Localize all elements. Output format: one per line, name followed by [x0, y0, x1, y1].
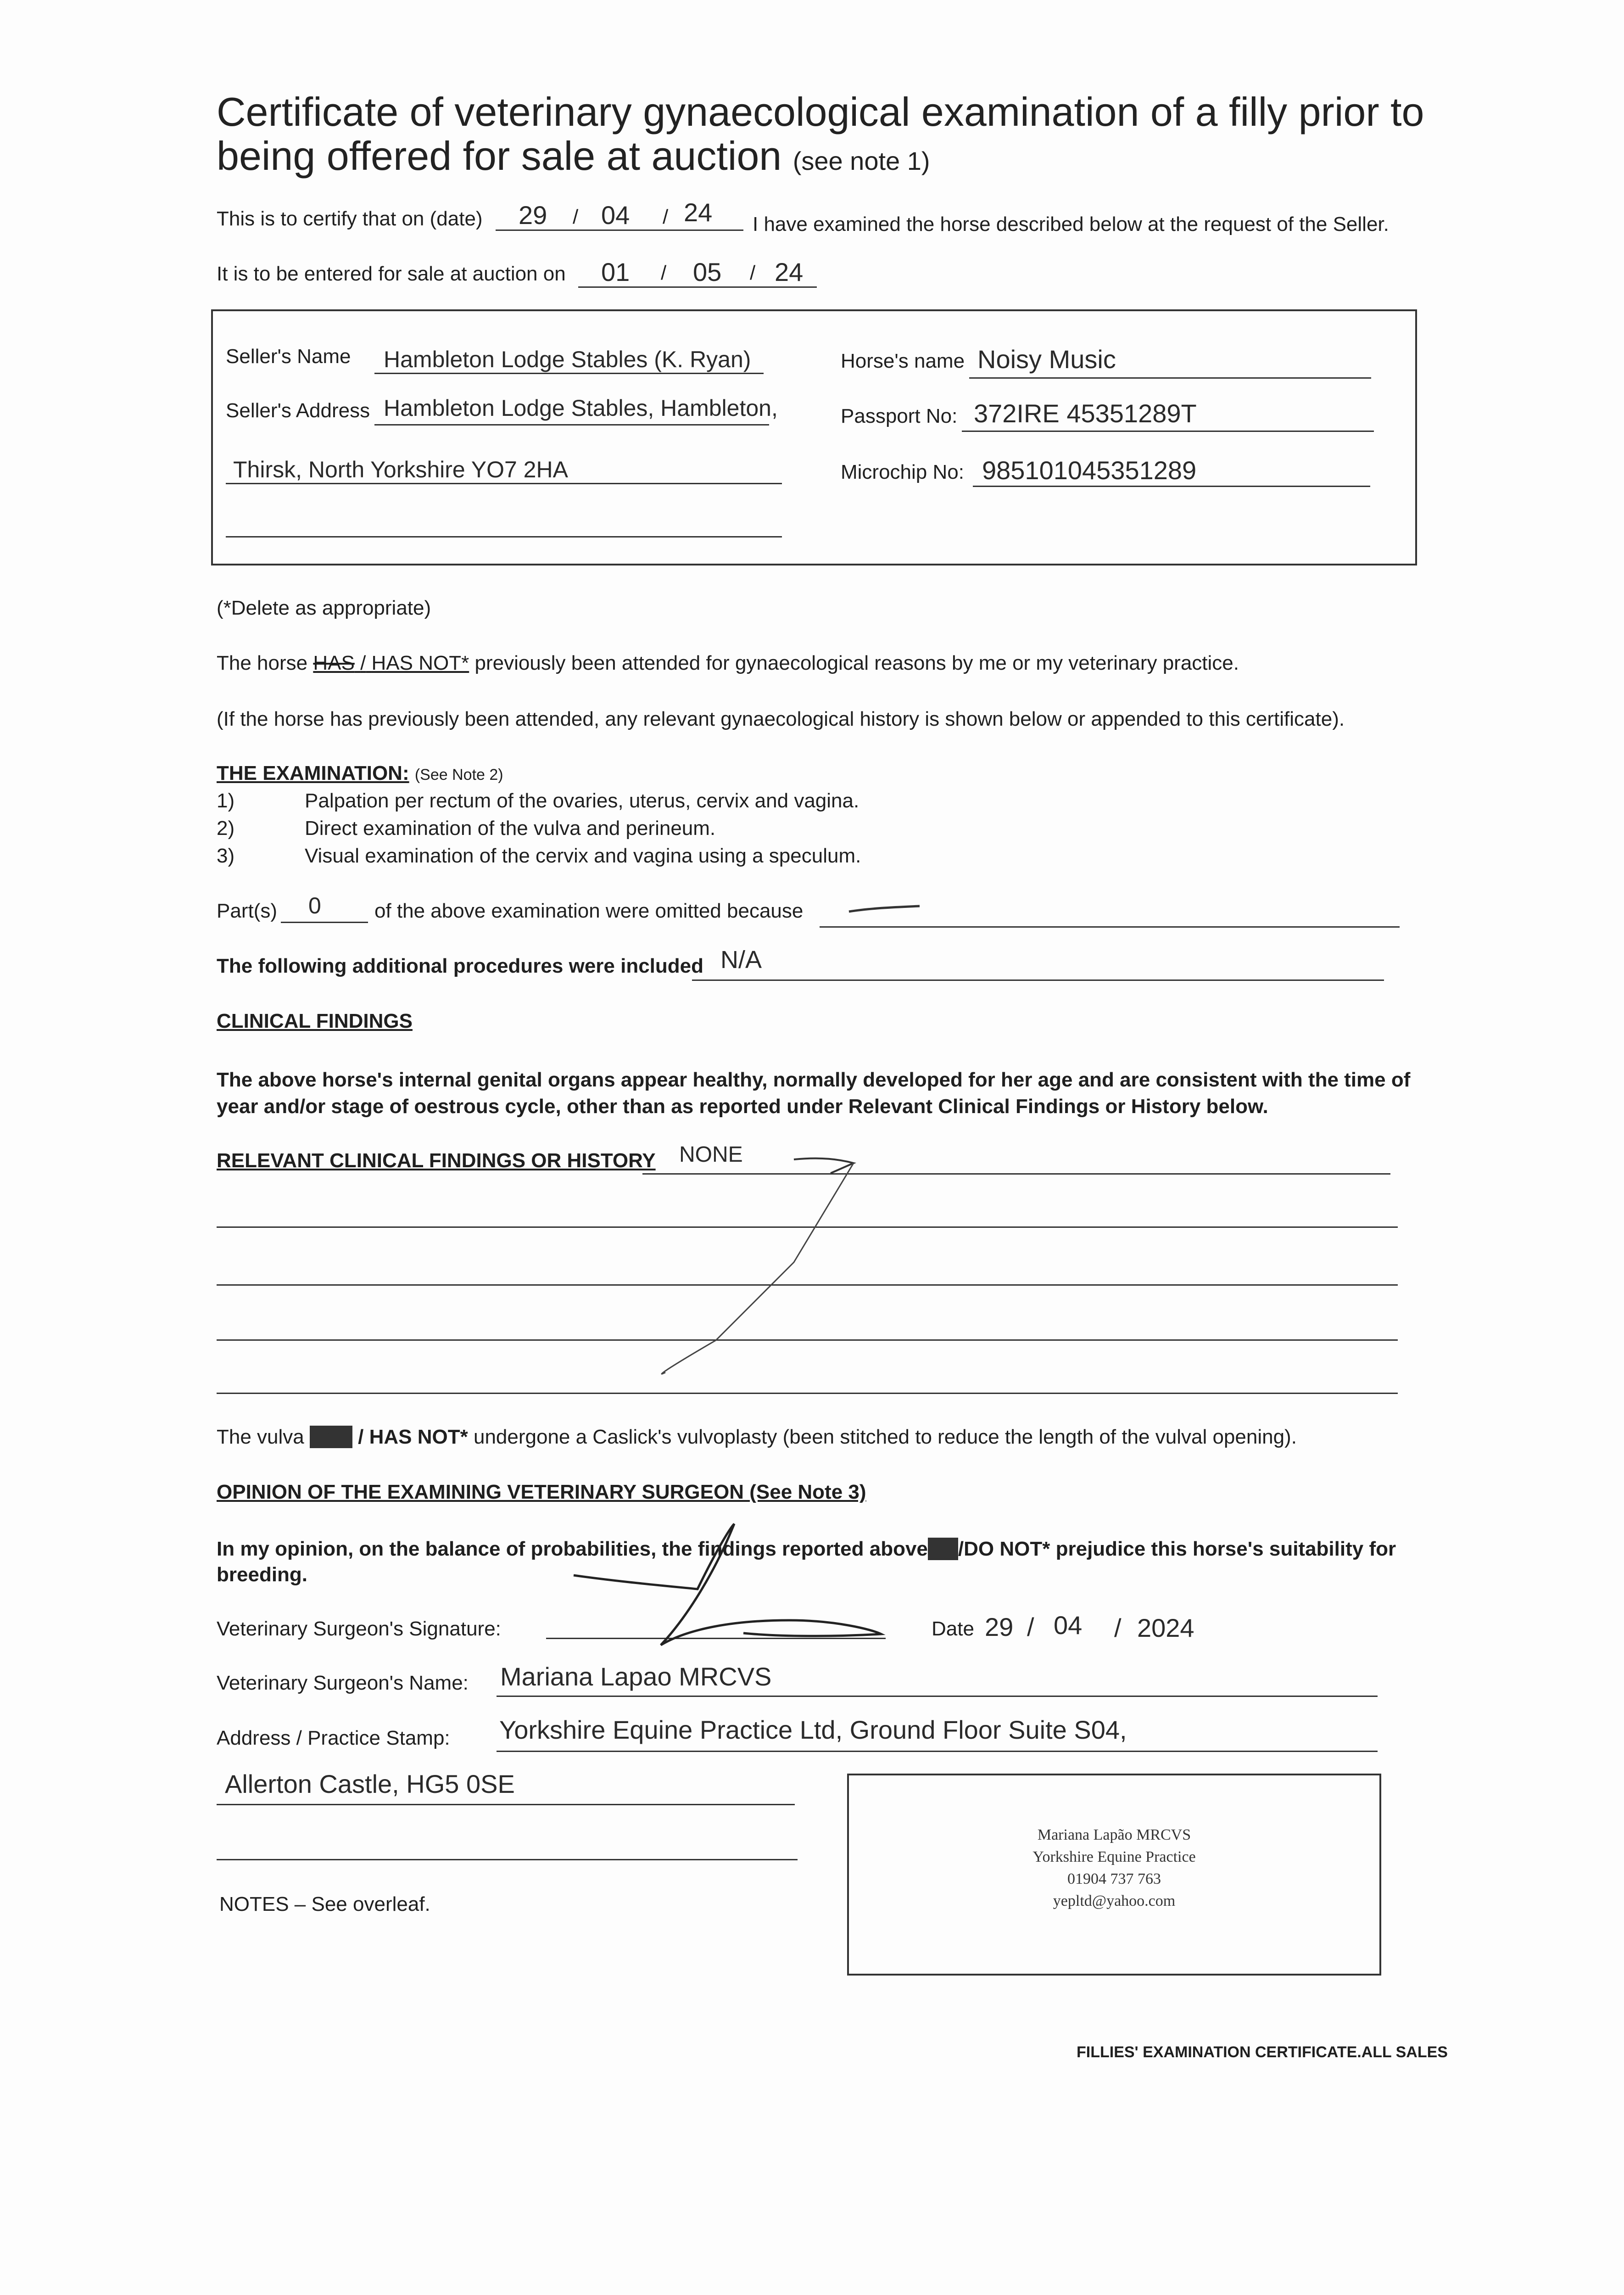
relevant-heading: RELEVANT CLINICAL FINDINGS OR HISTORY: [217, 1149, 656, 1172]
clinical-heading: CLINICAL FINDINGS: [217, 1010, 413, 1032]
address-line-1: Yorkshire Equine Practice Ltd, Ground Floor Suite S04,: [499, 1715, 1127, 1744]
attended-has-struck: HAS: [313, 652, 355, 674]
clinical-statement: The above horse's internal genital organs appear healthy, normally developed for her age and are consistent with the time of year and/or stage of oestrous cycle, other than as reported under Relevant Clinical Findings or History below.: [217, 1069, 1411, 1118]
certify-sep-2: /: [663, 206, 669, 228]
certify-year: 24: [684, 198, 713, 227]
opinion-heading: OPINION OF THE EXAMINING VETERINARY SURGEON (See Note 3): [217, 1481, 866, 1503]
auction-prefix: It is to be entered for sale at auction on: [217, 263, 566, 285]
none-arrow: [794, 1159, 854, 1173]
vet-signature: [574, 1524, 881, 1645]
vulva-has-redacted: HAS: [310, 1426, 352, 1448]
auction-year: 24: [775, 257, 804, 286]
vet-name: Mariana Lapao MRCVS: [500, 1662, 772, 1691]
seller-address-2: Thirsk, North Yorkshire YO7 2HA: [233, 457, 568, 482]
vulva-suffix: undergone a Caslick's vulvoplasty (been stitched to reduce the length of the vulval opening).: [473, 1426, 1297, 1448]
certify-day: 29: [519, 201, 547, 230]
auction-month: 05: [693, 257, 722, 286]
horse-name: Noisy Music: [977, 345, 1116, 374]
stamp-line-4: yepltd@yahoo.com: [1053, 1892, 1176, 1909]
omitted-reason-dash: [849, 906, 920, 912]
opinion-suffix: prejudice this horse's suitability for: [1055, 1538, 1396, 1560]
opinion-prefix: In my opinion, on the balance of probabilities, the findings reported above: [217, 1538, 928, 1560]
delete-note: (*Delete as appropriate): [217, 597, 431, 619]
exam-item-3-text: Visual examination of the cervix and vagina using a speculum.: [305, 845, 861, 867]
date-label: Date: [932, 1618, 974, 1640]
auction-sep-2: /: [750, 262, 756, 284]
sign-date-year: 2024: [1137, 1613, 1194, 1642]
examination-heading-note: (See Note 2): [414, 766, 503, 784]
strike-through-line: [662, 1163, 854, 1374]
additional-value: N/A: [720, 946, 762, 974]
attended-has-not: HAS NOT*: [371, 652, 469, 674]
auction-sep-1: /: [661, 262, 667, 284]
certify-sep-1: /: [573, 206, 579, 228]
exam-item-2-num: 2): [217, 817, 235, 840]
horse-name-label: Horse's name: [841, 350, 965, 372]
attended-prefix: The horse: [217, 652, 308, 674]
sign-date-sep-1: /: [1027, 1612, 1034, 1641]
sign-date-sep-2: /: [1114, 1613, 1122, 1642]
exam-item-2-text: Direct examination of the vulva and perineum.: [305, 817, 716, 840]
stamp-line-2: Yorkshire Equine Practice: [1032, 1848, 1196, 1865]
title-main: Certificate of veterinary gynaecological examination of a filly prior to being offered for sale at auction: [217, 89, 1424, 179]
seller-name-label: Seller's Name: [226, 345, 351, 368]
vulva-has-not: HAS NOT*: [369, 1426, 468, 1448]
omitted-parts-value: 0: [308, 893, 321, 918]
title-note: (see note 1): [792, 146, 930, 175]
auction-day: 01: [601, 257, 630, 286]
stamp-line-3: 01904 737 763: [1067, 1870, 1161, 1887]
seller-name: Hambleton Lodge Stables (K. Ryan): [384, 347, 751, 372]
opinion-do-not: /DO NOT*: [958, 1538, 1050, 1560]
certify-suffix: I have examined the horse described below at the request of the Seller.: [753, 213, 1389, 235]
sign-date-month: 04: [1054, 1611, 1083, 1640]
address-line-2: Allerton Castle, HG5 0SE: [225, 1769, 515, 1798]
additional-label: The following additional procedures were included: [217, 955, 704, 977]
exam-item-3-num: 3): [217, 845, 235, 867]
exam-item-1-num: 1): [217, 789, 235, 812]
certify-prefix: This is to certify that on (date): [217, 207, 483, 230]
passport-value: 372IRE 45351289T: [974, 399, 1197, 428]
microchip-value: 985101045351289: [982, 456, 1197, 485]
omitted-prefix: Part(s): [217, 900, 277, 922]
seller-address-label: Seller's Address: [226, 399, 370, 422]
signature-label: Veterinary Surgeon's Signature:: [217, 1618, 501, 1640]
footer-text: FILLIES' EXAMINATION CERTIFICATE.ALL SALES: [1077, 2043, 1448, 2061]
seller-address-1: Hambleton Lodge Stables, Hambleton,: [384, 395, 778, 421]
vulva-prefix: The vulva: [217, 1426, 304, 1448]
examination-heading-text: THE EXAMINATION:: [217, 762, 409, 784]
attended-sep: /: [360, 652, 366, 674]
notes-text: NOTES – See overleaf.: [219, 1893, 430, 1915]
sign-date-day: 29: [985, 1612, 1014, 1641]
exam-item-1-text: Palpation per rectum of the ovaries, uterus, cervix and vagina.: [305, 789, 859, 812]
opinion-end: breeding.: [217, 1563, 308, 1586]
relevant-value: NONE: [679, 1142, 743, 1167]
stamp-line-1: Mariana Lapão MRCVS: [1037, 1826, 1191, 1843]
microchip-label: Microchip No:: [841, 461, 964, 483]
vet-name-label: Veterinary Surgeon's Name:: [217, 1672, 469, 1694]
address-label: Address / Practice Stamp:: [217, 1727, 450, 1749]
passport-label: Passport No:: [841, 405, 958, 427]
opinion-do-redacted: DO: [927, 1538, 958, 1560]
omitted-suffix: of the above examination were omitted because: [374, 900, 804, 922]
attended-history-note: (If the horse has previously been attended, any relevant gynaecological history is shown below or appended to this certificate).: [217, 708, 1345, 730]
certify-month: 04: [601, 201, 630, 230]
attended-suffix: previously been attended for gynaecological reasons by me or my veterinary practice.: [474, 652, 1239, 674]
vulva-sep: /: [358, 1426, 364, 1448]
